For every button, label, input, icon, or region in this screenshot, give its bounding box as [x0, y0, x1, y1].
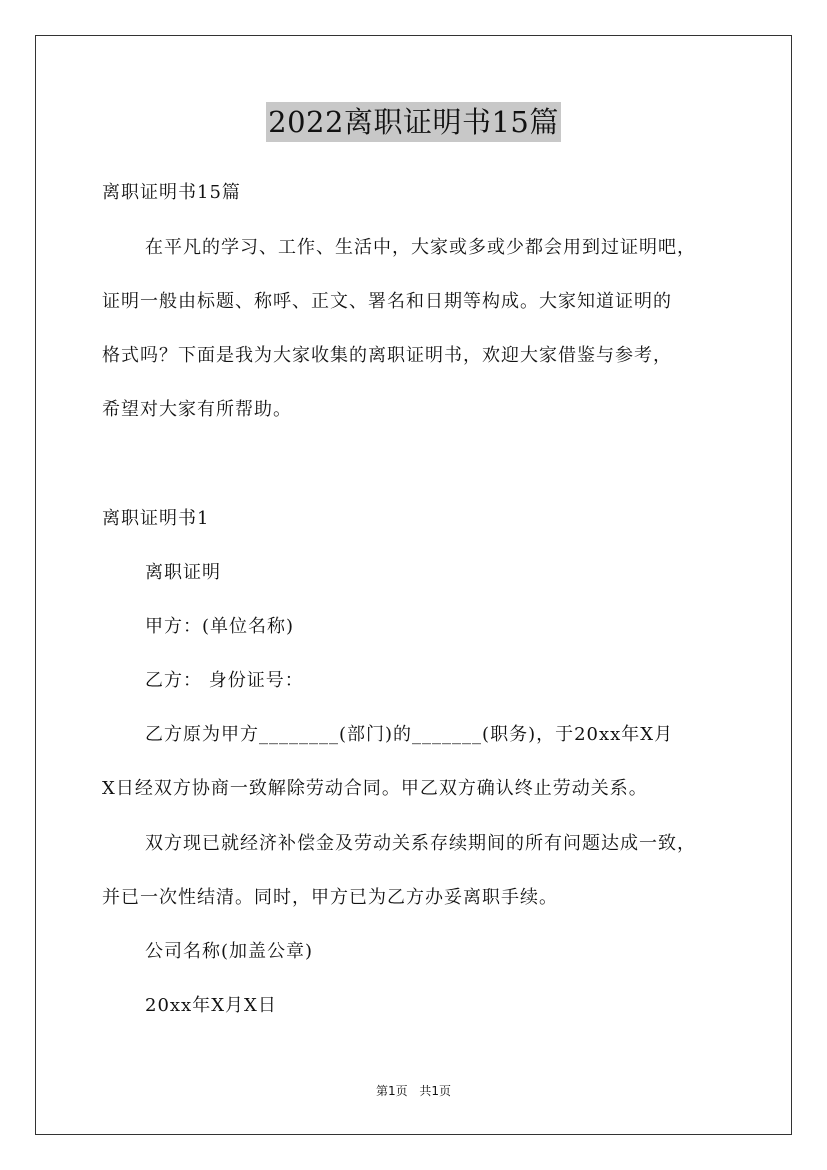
intro-line-2: 证明一般由标题、称呼、正文、署名和日期等构成。大家知道证明的 — [102, 291, 672, 312]
company-signature: 公司名称(加盖公章) — [145, 941, 314, 962]
body-paragraph-2-line-2: 并已一次性结清。同时，甲方已为乙方办妥离职手续。 — [102, 887, 558, 908]
body-paragraph-1-line-1: 乙方原为甲方________(部门)的_______(职务)，于20xx年X月 — [145, 724, 674, 745]
title-container — [0, 102, 827, 142]
page-number-current: 第1页 — [375, 1084, 408, 1098]
party-a: 甲方：(单位名称) — [145, 616, 295, 637]
page-number-total: 共1页 — [419, 1084, 452, 1098]
intro-line-3: 格式吗？下面是我为大家收集的离职证明书，欢迎大家借鉴与参考， — [102, 345, 672, 366]
intro-line-4: 希望对大家有所帮助。 — [102, 399, 292, 420]
section-heading: 离职证明书1 — [102, 508, 210, 529]
certificate-title: 离职证明 — [145, 562, 221, 583]
body-paragraph-2-line-1: 双方现已就经济补偿金及劳动关系存续期间的所有问题达成一致， — [145, 833, 696, 854]
subtitle: 离职证明书15篇 — [102, 182, 241, 203]
body-paragraph-1-line-2: X日经双方协商一致解除劳动合同。甲乙双方确认终止劳动关系。 — [102, 778, 648, 799]
intro-line-1: 在平凡的学习、工作、生活中，大家或多或少都会用到过证明吧， — [145, 237, 696, 258]
signature-date: 20xx年X月X日 — [145, 995, 277, 1016]
party-b: 乙方： 身份证号： — [145, 670, 304, 691]
document-title: 2022离职证明书15篇 — [266, 102, 561, 142]
page-footer — [0, 1083, 827, 1099]
